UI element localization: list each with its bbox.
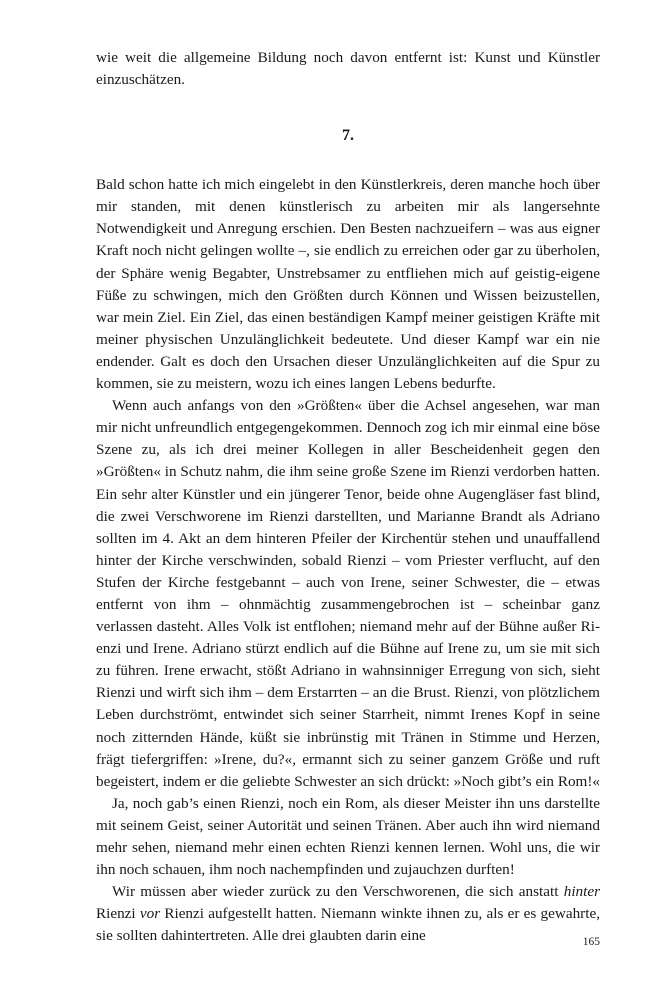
paragraph-2: Wenn auch anfangs von den »Größten« über die Achsel angesehen, war man mir nicht unfreundlich entgegengekommen. Dennoch zog ich mir einmal eine böse Szene zu, als ich drei meiner Kollegen in aller Bescheidenheit gegen den »Größten« in Schutz nahm, die ihm seine große Szene im Rienzi verdorben hatten. Ein sehr alter Künstler und ein jüngerer Tenor, beide ohne Augengläser fast blind, die zwei Verschworene im Rienzi darstellten, und Marianne Brandt als Adriano sollten im 4. Akt an dem hinteren Pfeiler der Kirchentür stehen und unauffallend hinter der Kirche verschwinden, sobald Rienzi – vom Priester verflucht, auf den Stufen der Kirche festgebannt – auch von Irene, seiner Schwester, die – etwas entfernt von ihm – ohnmächtig zusammengebrochen ist – scheinbar ganz verlassen dasteht. Alles Volk ist entflohen; niemand mehr auf der Bühne außer Rienzi und Irene. Adriano stürzt endlich auf die Bühne auf Irene zu, um sie mit sich zu führen. Irene erwacht, stößt Adriano in wahnsinniger Erregung von sich, sieht Rienzi und wirft sich ihm – dem Erstarrten – an die Brust. Rienzi, von plötzlichem Leben durchströmt, entwindet sich seiner Starrheit, nimmt Irenes Kopf in seine noch zitternden Hände, küßt sie inbrünstig mit Tränen in Stimme und Herzen, frägt tiefergriffen: »Irene, du?«, ermannt sich zu seiner ganzem Größe und ruft begeistert, indem er die geliebte Schwester an sich drückt: »Noch gibt’s ein Rom!« <box>96 397 601 790</box>
paragraph-4 <box>96 881 600 947</box>
page-number: 165 <box>582 936 600 948</box>
paragraph-4-text-b: Rienzi <box>96 905 140 923</box>
emphasis-hinter: hinter <box>563 883 600 901</box>
carryover-paragraph: wie weit die allgemeine Bildung noch davon entfernt ist: Kunst und Künstler einzuschätzen. <box>96 49 600 89</box>
book-page <box>96 47 600 947</box>
chapter-heading: 7. <box>342 127 354 145</box>
emphasis-vor: vor <box>139 905 161 923</box>
paragraph-3: Ja, noch gab’s einen Rienzi, noch ein Rom, als dieser Meister ihn uns darstellte mit seinem Geist, seiner Autorität und seinen Tränen. Aber auch ihn wird niemand mehr sehen, niemand mehr einen echten Rienzi kennen lernen. Wohl uns, die wir ihn noch schauen, ihm noch nachempfinden und zujauchzen durften! <box>96 794 600 879</box>
paragraph-1: Bald schon hatte ich mich eingelebt in den Künstlerkreis, deren manche hoch über mir standen, mit denen künstlerisch zu arbeiten mir als langersehnte Notwendigkeit und Anregung erschien. Den Besten nachzueifern – was aus eigner Kraft noch nicht gelingen wollte –, sie endlich zu erreichen oder gar zu überholen, der Sphäre wenig Begabter, Unstrebsamer zu entfliehen mich auf geistig-eigene Füße zu schwingen, mich den Größten durch Können und Wissen beizustellen, war mein Ziel. Ein Ziel, das einen beständigen Kampf meiner geistigen Kräfte mit meiner physischen Unzulänglichkeit bedeutete. Und dieser Kampf war ein nie endender. Galt es doch den Ursachen dieser Unzulänglichkeiten auf die Spur zu kommen, sie zu meistern, wozu ich eines langen Lebens bedurfte. <box>96 176 600 393</box>
paragraph-4-text-a: Wir müssen aber wieder zurück zu den Verschworenen, die sich anstatt <box>112 883 564 901</box>
paragraph-4-text-c: Rienzi aufgestellt hatten. Niemann winkte ihnen zu, als er es gewahrte, sie sollten dahintertreten. Alle drei glaubten darin eine <box>96 905 600 945</box>
